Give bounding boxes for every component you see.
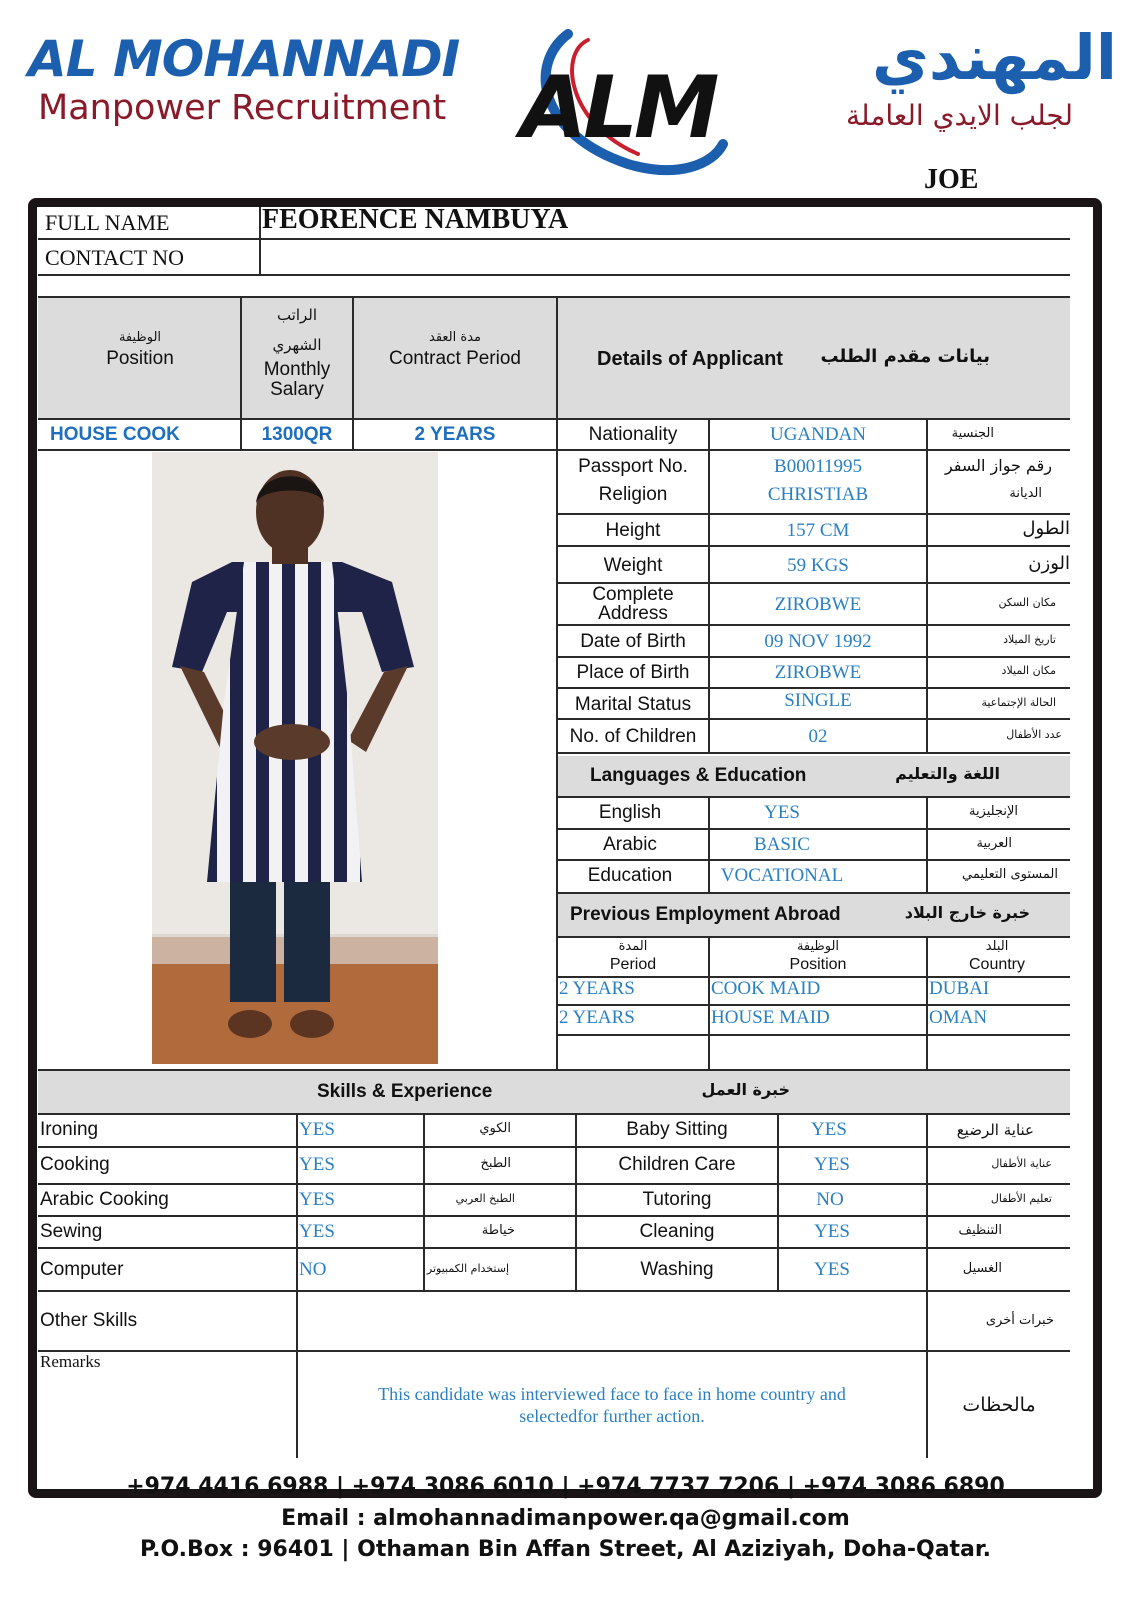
logo-text: ALM: [520, 58, 716, 158]
position-label-arabic: الوظيفة: [118, 330, 162, 345]
skill-label: Computer: [40, 1259, 124, 1280]
contact-label: CONTACT NO: [45, 245, 185, 270]
skill-value: YES: [814, 1259, 850, 1280]
skill-label: Tutoring: [642, 1189, 712, 1210]
detail-label-arabic: عدد الأطفال: [1006, 728, 1062, 741]
employment-title: Previous Employment Abroad: [570, 904, 841, 925]
skill-label: Cleaning: [639, 1221, 715, 1242]
language-label: English: [598, 802, 662, 823]
footer-email: Email : almohannadimanpower.qa@gmail.com: [281, 1506, 850, 1531]
detail-label-arabic: الطول: [1022, 518, 1070, 539]
skill-value: NO: [816, 1189, 844, 1210]
detail-label-arabic: الجنسية: [951, 426, 994, 441]
employment-title-arabic: خبرة خارج البلاد: [904, 903, 1030, 922]
employment-period: 2 YEARS: [559, 978, 635, 999]
employment-period-header: Period: [609, 956, 657, 973]
detail-label-arabic: مكان السكن: [998, 596, 1056, 609]
agent-name: JOE: [924, 164, 979, 195]
language-label-arabic: الإنجليزية: [968, 804, 1018, 819]
detail-label: Height: [605, 520, 661, 541]
detail-label-arabic: الديانة: [1009, 486, 1042, 501]
footer-phones: +974 4416 6988 | +974 3086 6010 | +974 7737 7206 | +974 3086 6890: [126, 1474, 1005, 1499]
detail-label: Marital Status: [574, 694, 692, 715]
skills-header-band: [38, 1071, 1070, 1113]
skill-value: YES: [299, 1154, 335, 1175]
skill-label: Cooking: [40, 1154, 110, 1175]
skill-value: YES: [299, 1119, 335, 1140]
skill-label-arabic: الطبخ العربي: [455, 1192, 515, 1205]
brand-subtitle-arabic: لجلب الايدي العاملة: [846, 99, 1073, 132]
detail-label-arabic: الحالة الإجتماعية: [981, 696, 1056, 709]
language-label: Arabic: [603, 834, 657, 855]
detail-value: 02: [808, 726, 828, 747]
language-label-arabic: العربية: [976, 836, 1012, 851]
remarks-text-line1: This candidate was interviewed face to face in home country and: [378, 1384, 846, 1404]
skill-label: Baby Sitting: [626, 1119, 728, 1140]
detail-value: ZIROBWE: [774, 662, 862, 683]
languages-title-arabic: اللغة والتعليم: [895, 764, 1000, 783]
skills-title-arabic: خبرة العمل: [701, 1080, 790, 1099]
contract-label: Contract Period: [388, 348, 521, 369]
employment-country-header: Country: [968, 956, 1026, 973]
employment-country: DUBAI: [929, 978, 990, 999]
employment-country-arabic: البلد: [985, 939, 1009, 954]
language-label: Education: [587, 865, 673, 886]
other-skills-label: Other Skills: [40, 1310, 138, 1331]
detail-value: B00011995: [774, 456, 862, 477]
brand-subtitle: Manpower Recruitment: [38, 88, 447, 128]
employment-position: HOUSE MAID: [711, 1007, 830, 1028]
details-title-arabic: بيانات مقدم الطلب: [820, 346, 990, 367]
skill-value: YES: [814, 1221, 850, 1242]
detail-label-arabic: رقم جواز السفر: [944, 456, 1052, 475]
remarks-label-arabic: مالحظات: [962, 1394, 1036, 1416]
applicant-photo-illustration: [152, 452, 438, 1064]
remarks-text-line2: selectedfor further action.: [519, 1406, 705, 1426]
detail-label: Date of Birth: [580, 631, 686, 652]
skill-label-arabic: تعليم الأطفال: [990, 1192, 1052, 1205]
language-value: YES: [764, 802, 800, 823]
skill-label: Children Care: [618, 1154, 736, 1175]
brand-arabic: [737, 18, 1117, 134]
skills-title: Skills & Experience: [317, 1081, 493, 1102]
detail-label: Weight: [603, 555, 663, 576]
salary-label-arabic-2: الشهري: [272, 336, 322, 354]
detail-value: UGANDAN: [769, 424, 867, 445]
salary-label-arabic-1: الراتب: [276, 306, 318, 324]
language-label-arabic: المستوى التعليمي: [962, 867, 1058, 882]
full-name-label: FULL NAME: [45, 210, 170, 235]
contract-value: 2 YEARS: [414, 424, 496, 445]
applicant-photo: [152, 452, 438, 1064]
skill-label: Arabic Cooking: [40, 1189, 169, 1210]
languages-title: Languages & Education: [590, 765, 807, 786]
remarks-label: Remarks: [40, 1352, 101, 1371]
detail-value: ZIROBWE: [774, 594, 862, 615]
detail-value: 157 CM: [786, 520, 850, 541]
skill-value: YES: [811, 1119, 847, 1140]
skill-value: YES: [299, 1189, 335, 1210]
other-skills-label-arabic: خبرات أخرى: [985, 1313, 1054, 1328]
detail-value: 09 NOV 1992: [764, 631, 872, 652]
detail-value: SINGLE: [784, 690, 852, 711]
employment-country: OMAN: [929, 1007, 988, 1028]
detail-label-arabic: تاريخ الميلاد: [1003, 633, 1056, 646]
contract-label-arabic: مدة العقد: [429, 330, 481, 345]
detail-label: No. of Children: [569, 726, 697, 747]
skill-label-arabic: خياطة: [481, 1223, 515, 1238]
skill-label-arabic: التنظيف: [958, 1223, 1002, 1238]
details-title: Details of Applicant: [597, 348, 783, 370]
skill-value: YES: [299, 1221, 335, 1242]
alm-logo: [498, 14, 738, 182]
language-value: BASIC: [754, 834, 810, 855]
skill-value: NO: [299, 1259, 327, 1280]
skill-label: Sewing: [40, 1221, 103, 1242]
employment-position: COOK MAID: [711, 978, 821, 999]
employment-period-arabic: المدة: [618, 939, 648, 954]
brand-name: AL MOHANNADI: [28, 30, 460, 88]
detail-label: Nationality: [588, 424, 678, 445]
skill-label: Ironing: [40, 1119, 99, 1140]
skill-label-arabic: الغسيل: [962, 1261, 1002, 1276]
position-value: HOUSE COOK: [50, 424, 180, 445]
detail-label-arabic: الوزن: [1028, 553, 1070, 574]
skill-label-arabic: إستخدام الكمبيوتر: [426, 1262, 509, 1275]
detail-label: Passport No.: [578, 456, 688, 477]
position-label: Position: [106, 348, 174, 369]
skill-label-arabic: الطبخ: [480, 1156, 511, 1171]
salary-value: 1300QR: [261, 424, 333, 445]
employment-position-header: Position: [789, 956, 847, 973]
brand-name-arabic: المهندي: [872, 21, 1117, 94]
employment-period: 2 YEARS: [559, 1007, 635, 1028]
detail-value: CHRISTIAB: [767, 484, 869, 505]
salary-label: Monthly Salary: [263, 359, 331, 400]
detail-label: Religion: [598, 484, 668, 505]
language-value: VOCATIONAL: [720, 865, 844, 886]
detail-label: Complete Address: [592, 584, 674, 624]
full-name-value: FEORENCE NAMBUYA: [262, 204, 569, 235]
skill-label-arabic: عناية الرضيع: [956, 1121, 1034, 1139]
detail-value: 59 KGS: [787, 555, 849, 576]
employment-position-arabic: الوظيفة: [796, 939, 840, 954]
skill-label-arabic: الكوي: [479, 1121, 511, 1136]
footer-address: P.O.Box : 96401 | Othaman Bin Affan Street, Al Aziziyah, Doha-Qatar.: [140, 1537, 991, 1562]
brand-english: [28, 30, 498, 128]
skill-label: Washing: [640, 1259, 714, 1280]
skill-value: YES: [814, 1154, 850, 1175]
detail-label: Place of Birth: [576, 662, 690, 683]
detail-label-arabic: مكان الميلاد: [1001, 664, 1056, 677]
skill-label-arabic: عناية الأطفال: [991, 1157, 1052, 1170]
